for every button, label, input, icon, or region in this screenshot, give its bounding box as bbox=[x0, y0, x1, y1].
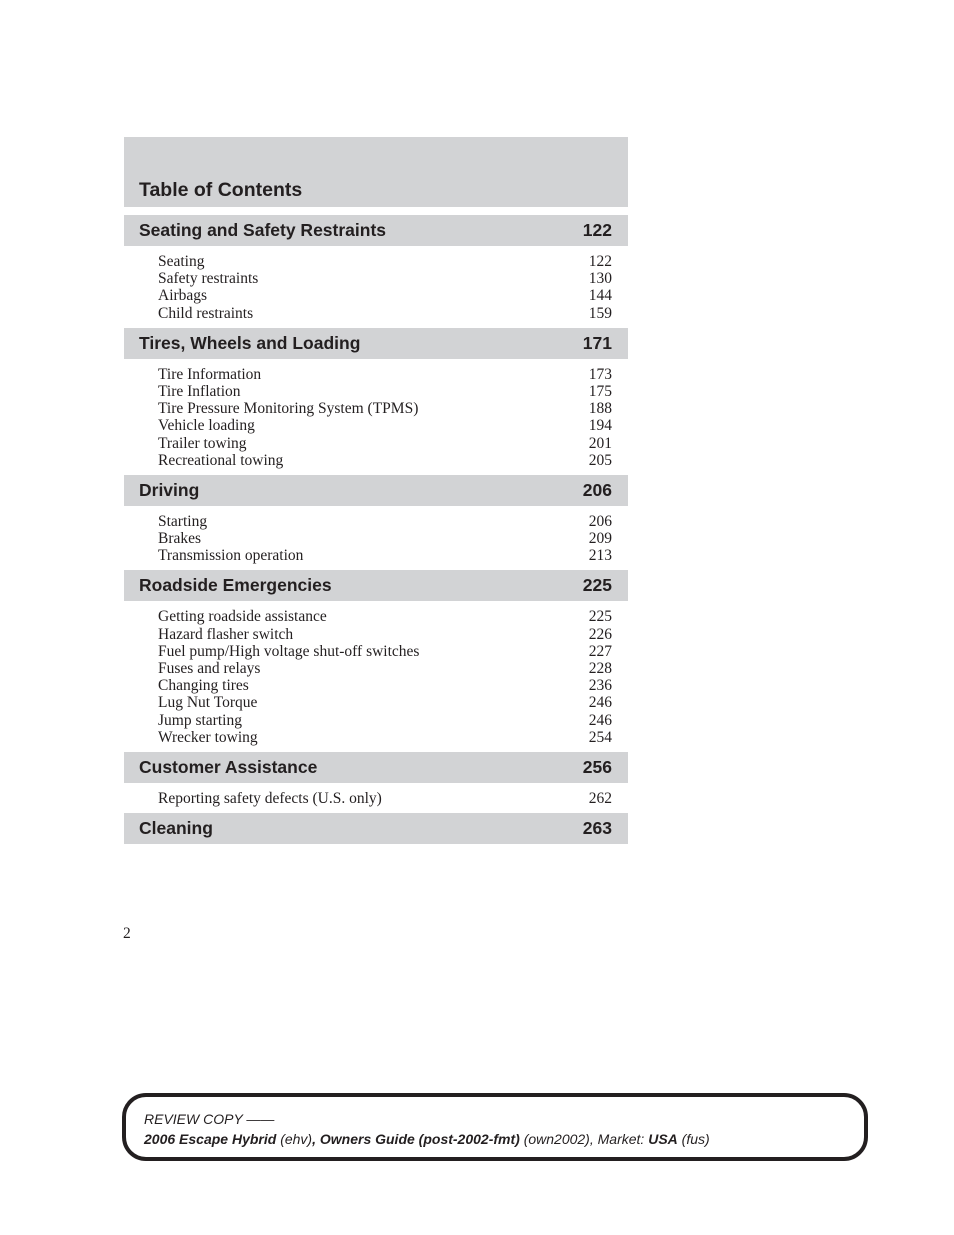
toc-section bbox=[124, 752, 628, 807]
entry-label: Tire Inflation bbox=[158, 382, 241, 400]
entry-page: 188 bbox=[588, 400, 612, 418]
toc-section bbox=[124, 328, 628, 469]
toc-sections bbox=[124, 215, 628, 844]
section-title: Cleaning bbox=[139, 818, 213, 839]
toc-entry[interactable] bbox=[158, 729, 612, 746]
toc-entry[interactable] bbox=[158, 383, 612, 400]
section-heading[interactable] bbox=[124, 215, 628, 246]
section-heading[interactable] bbox=[124, 752, 628, 783]
review-copy-label: REVIEW COPY —— bbox=[144, 1111, 275, 1127]
section-title: Customer Assistance bbox=[139, 756, 318, 777]
toc-entry[interactable] bbox=[158, 435, 612, 452]
entry-page: 205 bbox=[588, 451, 612, 469]
page-number: 2 bbox=[123, 925, 131, 942]
entry-page: 228 bbox=[588, 660, 612, 677]
review-copy-details bbox=[144, 1131, 710, 1147]
entry-page: 236 bbox=[588, 677, 612, 695]
toc-entry[interactable] bbox=[158, 677, 612, 694]
guide-name: Owners Guide (post-2002-fmt) bbox=[319, 1131, 520, 1147]
toc-entry[interactable] bbox=[158, 694, 612, 711]
toc-entry[interactable] bbox=[158, 790, 612, 807]
market-name: USA bbox=[648, 1131, 678, 1147]
toc-entry[interactable] bbox=[158, 712, 612, 729]
toc-entry[interactable] bbox=[158, 452, 612, 469]
entry-label: Starting bbox=[158, 512, 208, 530]
entry-label: Fuses and relays bbox=[158, 660, 261, 677]
guide-code: (own2002) bbox=[523, 1131, 590, 1147]
entry-label: Changing tires bbox=[158, 677, 249, 695]
entry-label: Safety restraints bbox=[158, 270, 259, 288]
entry-label: Jump starting bbox=[158, 711, 242, 729]
market-label: , Market: bbox=[589, 1131, 649, 1147]
entry-label: Child restraints bbox=[158, 304, 254, 322]
section-title: Seating and Safety Restraints bbox=[139, 220, 387, 240]
entry-label: Reporting safety defects (U.S. only) bbox=[158, 789, 382, 807]
toc-entry[interactable] bbox=[158, 547, 612, 564]
subsection-list bbox=[124, 359, 628, 469]
entry-page: 194 bbox=[588, 417, 612, 435]
toc-section bbox=[124, 813, 628, 844]
entry-label: Tire Information bbox=[158, 365, 262, 383]
toc-entry[interactable] bbox=[158, 608, 612, 625]
toc-entry[interactable] bbox=[158, 305, 612, 322]
toc-entry[interactable] bbox=[158, 366, 612, 383]
entry-label: Fuel pump/High voltage shut-off switches bbox=[158, 642, 420, 660]
entry-page: 254 bbox=[588, 728, 612, 746]
section-title: Roadside Emergencies bbox=[139, 575, 332, 596]
entry-label: Lug Nut Torque bbox=[158, 694, 258, 712]
toc-entry[interactable] bbox=[158, 660, 612, 677]
review-copy-box bbox=[122, 1093, 868, 1161]
subsection-list bbox=[124, 783, 628, 807]
entry-page: 246 bbox=[588, 711, 612, 729]
entry-page: 226 bbox=[588, 625, 612, 643]
subsection-list bbox=[124, 601, 628, 746]
market-code: (fus) bbox=[681, 1131, 710, 1147]
section-heading[interactable] bbox=[124, 570, 628, 601]
entry-page: 225 bbox=[588, 608, 612, 626]
toc-entry[interactable] bbox=[158, 253, 612, 270]
toc-section bbox=[124, 215, 628, 322]
section-page: 206 bbox=[582, 479, 612, 500]
entry-page: 130 bbox=[588, 270, 612, 288]
toc-entry[interactable] bbox=[158, 513, 612, 530]
model-code: (ehv) bbox=[280, 1131, 313, 1147]
entry-label: Transmission operation bbox=[158, 547, 304, 565]
section-page: 122 bbox=[582, 220, 612, 240]
entry-page: 246 bbox=[588, 694, 612, 712]
toc-entry[interactable] bbox=[158, 287, 612, 304]
entry-page: 213 bbox=[588, 547, 612, 565]
section-page: 263 bbox=[582, 818, 612, 839]
toc-entry[interactable] bbox=[158, 643, 612, 660]
entry-page: 144 bbox=[588, 287, 612, 305]
entry-page: 175 bbox=[588, 382, 612, 400]
section-title: Tires, Wheels and Loading bbox=[139, 332, 361, 353]
section-heading[interactable] bbox=[124, 813, 628, 844]
section-heading[interactable] bbox=[124, 475, 628, 506]
section-title: Driving bbox=[139, 479, 200, 500]
table-of-contents bbox=[124, 137, 628, 844]
toc-section bbox=[124, 475, 628, 565]
toc-entry[interactable] bbox=[158, 270, 612, 287]
entry-label: Tire Pressure Monitoring System (TPMS) bbox=[158, 400, 419, 418]
entry-label: Hazard flasher switch bbox=[158, 625, 294, 643]
entry-label: Seating bbox=[158, 253, 205, 270]
toc-entry[interactable] bbox=[158, 417, 612, 434]
entry-label: Recreational towing bbox=[158, 451, 284, 469]
toc-header bbox=[124, 137, 628, 207]
entry-page: 209 bbox=[588, 530, 612, 548]
entry-label: Brakes bbox=[158, 530, 202, 548]
entry-page: 122 bbox=[588, 253, 612, 270]
section-heading[interactable] bbox=[124, 328, 628, 359]
entry-page: 201 bbox=[588, 434, 612, 452]
entry-page: 227 bbox=[588, 642, 612, 660]
entry-label: Wrecker towing bbox=[158, 728, 258, 746]
entry-label: Getting roadside assistance bbox=[158, 608, 327, 626]
subsection-list bbox=[124, 506, 628, 565]
entry-page: 159 bbox=[588, 304, 612, 322]
model-name: 2006 Escape Hybrid bbox=[144, 1131, 277, 1147]
entry-page: 173 bbox=[588, 365, 612, 383]
separator: , bbox=[312, 1131, 320, 1147]
section-page: 225 bbox=[582, 575, 612, 596]
entry-label: Trailer towing bbox=[158, 434, 247, 452]
entry-label: Airbags bbox=[158, 287, 208, 305]
entry-page: 262 bbox=[588, 789, 612, 807]
section-page: 256 bbox=[582, 756, 612, 777]
entry-label: Vehicle loading bbox=[158, 417, 255, 435]
section-page: 171 bbox=[582, 332, 612, 353]
toc-title: Table of Contents bbox=[139, 179, 303, 201]
toc-entry[interactable] bbox=[158, 530, 612, 547]
subsection-list bbox=[124, 246, 628, 322]
toc-section bbox=[124, 570, 628, 746]
toc-entry[interactable] bbox=[158, 400, 612, 417]
toc-entry[interactable] bbox=[158, 626, 612, 643]
entry-page: 206 bbox=[588, 512, 612, 530]
